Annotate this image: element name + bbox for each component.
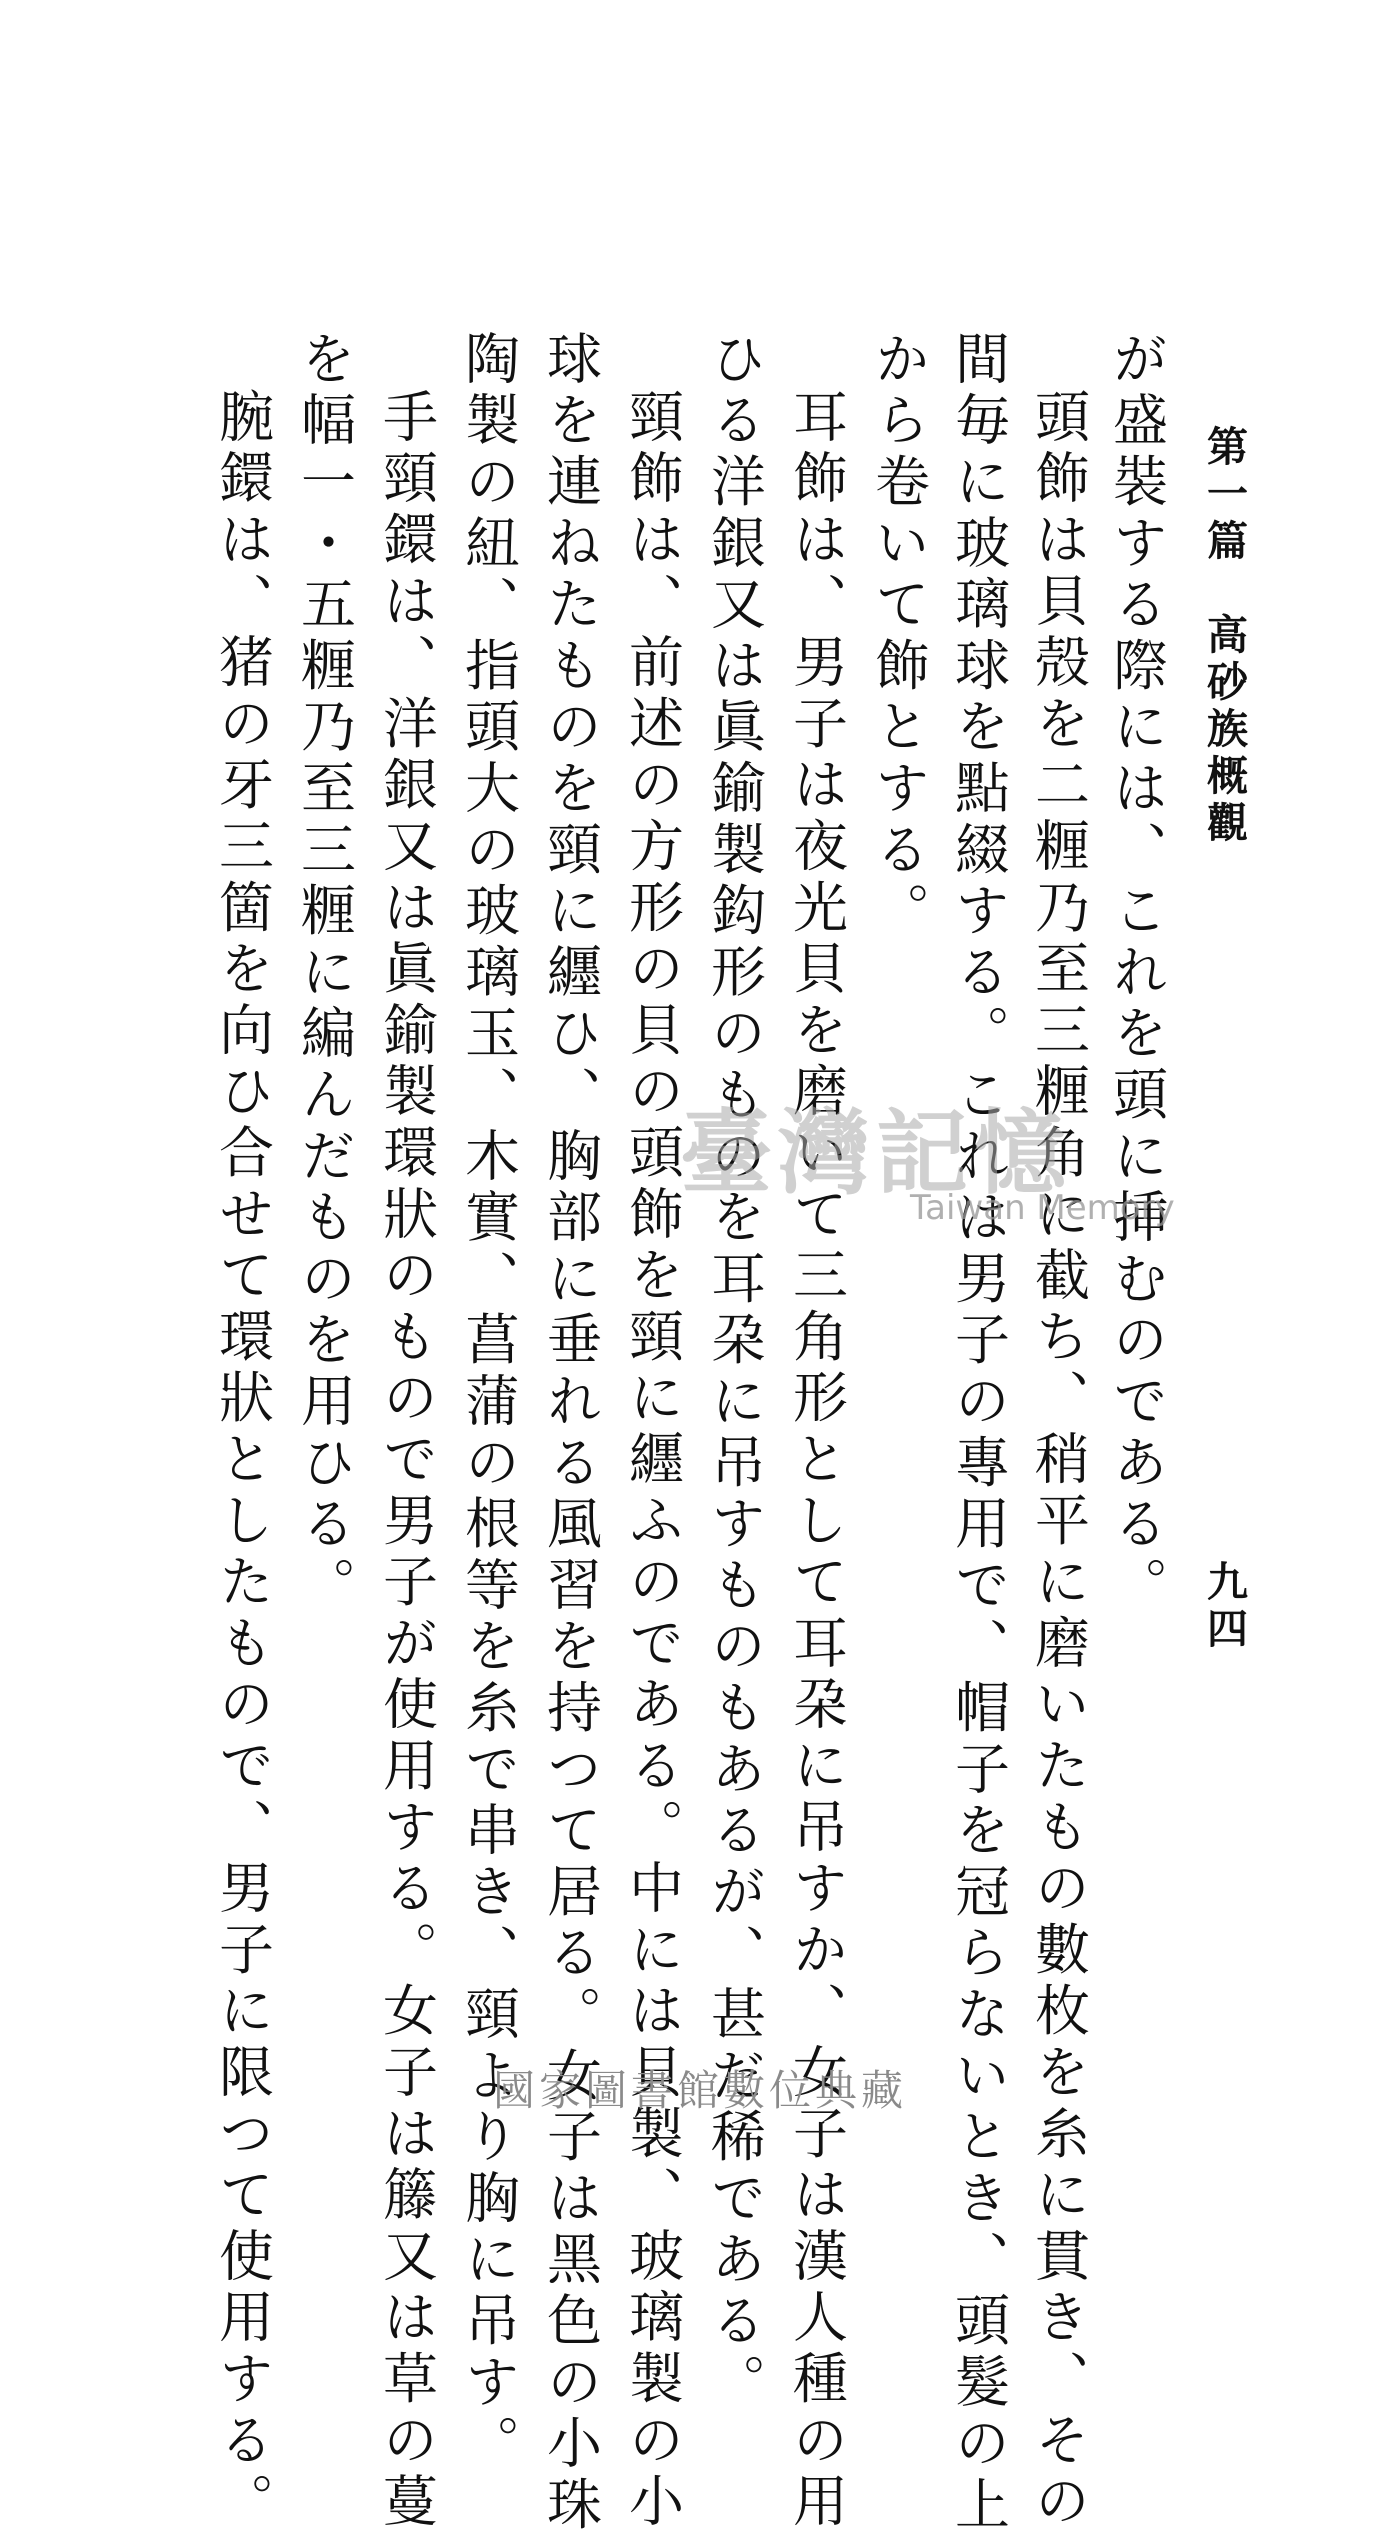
text-column-11: を幅一・五糎乃至三糎に編んだものを用ひる。: [292, 330, 356, 1618]
text-column-10: 手頸鐶は、洋銀又は眞鍮製環狀のもので男子が使用する。女子は籐又は草の蔓: [374, 388, 438, 2534]
text-column-1: が盛裝する際には、これを頭に挿むのである。: [1104, 330, 1168, 1618]
text-column-8: 球を連ねたものを頸に纒ひ、胸部に垂れる風習を持つて居る。女子は黑色の小珠: [538, 330, 602, 2537]
text-column-9: 陶製の紐、指頭大の玻璃玉、木實、菖蒲の根等を糸で串き、頸より胸に吊す。: [456, 330, 520, 2476]
watermark-subtext: Taiwan Memory: [910, 1188, 1175, 1228]
text-column-3: 間毎に玻璃球を點綴する。これは男子の專用で、帽子を冠らないとき、頭髮の上: [946, 330, 1010, 2537]
page-number: 九四: [1200, 1560, 1248, 1654]
watermark-logo-text: 臺灣記憶: [680, 1100, 1073, 1207]
text-column-7: 頸飾は、前述の方形の貝の頭飾を頸に纒ふのである。中には貝製、玻璃製の小: [620, 388, 684, 2534]
text-column-4: から卷いて飾とする。: [866, 330, 930, 943]
running-header-title: 第一篇 高砂族概觀: [1200, 425, 1248, 848]
text-column-5: 耳飾は、男子は夜光貝を磨いて三角形として耳朶に吊すか、女子は漢人種の用: [784, 388, 848, 2534]
text-column-2: 頭飾は貝殻を二糎乃至三糎角に截ち、稍平に磨いたもの數枚を糸に貫き、その: [1026, 388, 1090, 2534]
text-column-6: ひる洋銀又は眞鍮製鈎形のものを耳朶に吊すものもあるが、甚だ稀である。: [702, 330, 766, 2415]
text-column-12: 腕鐶は、猪の牙三箇を向ひ合せて環狀としたもので、男子に限つて使用する。: [210, 388, 274, 2534]
footer-credit: 國家圖書館數位典藏: [492, 2066, 907, 2115]
